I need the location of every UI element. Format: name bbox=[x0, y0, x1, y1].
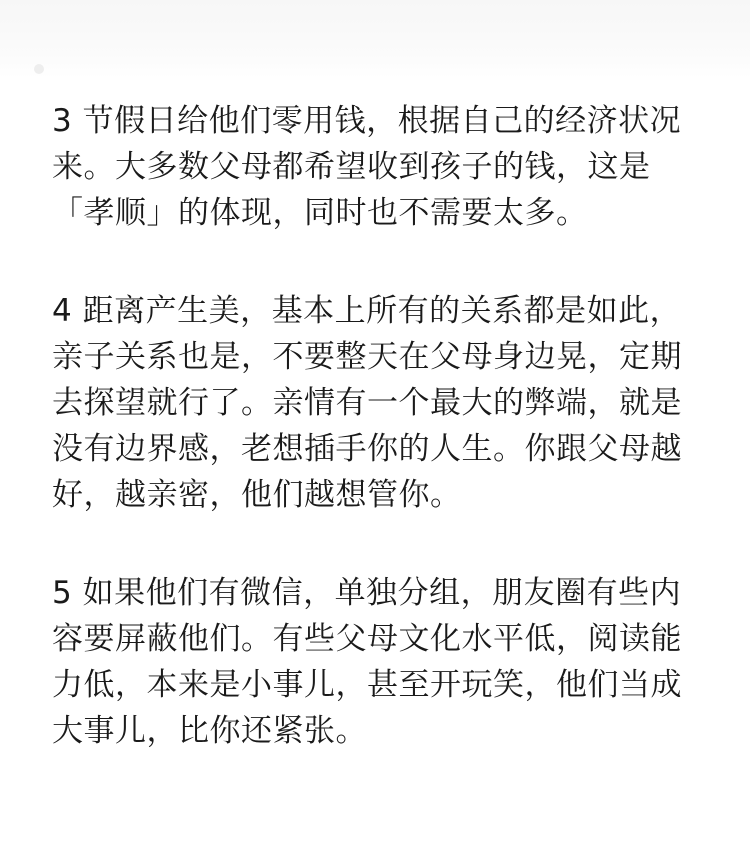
top-header-strip bbox=[0, 0, 750, 78]
article-paragraph-5: 5 如果他们有微信，单独分组，朋友圈有些内容要屏蔽他们。有些父母文化水平低，阅读能力低，本来是小事儿，甚至开玩笑，他们当成大事儿，比你还紧张。 bbox=[52, 575, 682, 749]
article-body bbox=[52, 98, 702, 806]
article-paragraph-3: 3 节假日给他们零用钱，根据自己的经济状况来。大多数父母都希望收到孩子的钱，这是「孝顺」的体现，同时也不需要太多。 bbox=[52, 103, 682, 231]
article-paragraph-4: 4 距离产生美，基本上所有的关系都是如此，亲子关系也是，不要整天在父母身边晃，定期去探望就行了。亲情有一个最大的弊端，就是没有边界感，老想插手你的人生。你跟父母越好，越亲密，他们越想管你。 bbox=[52, 293, 682, 513]
decorative-dot bbox=[34, 64, 44, 74]
